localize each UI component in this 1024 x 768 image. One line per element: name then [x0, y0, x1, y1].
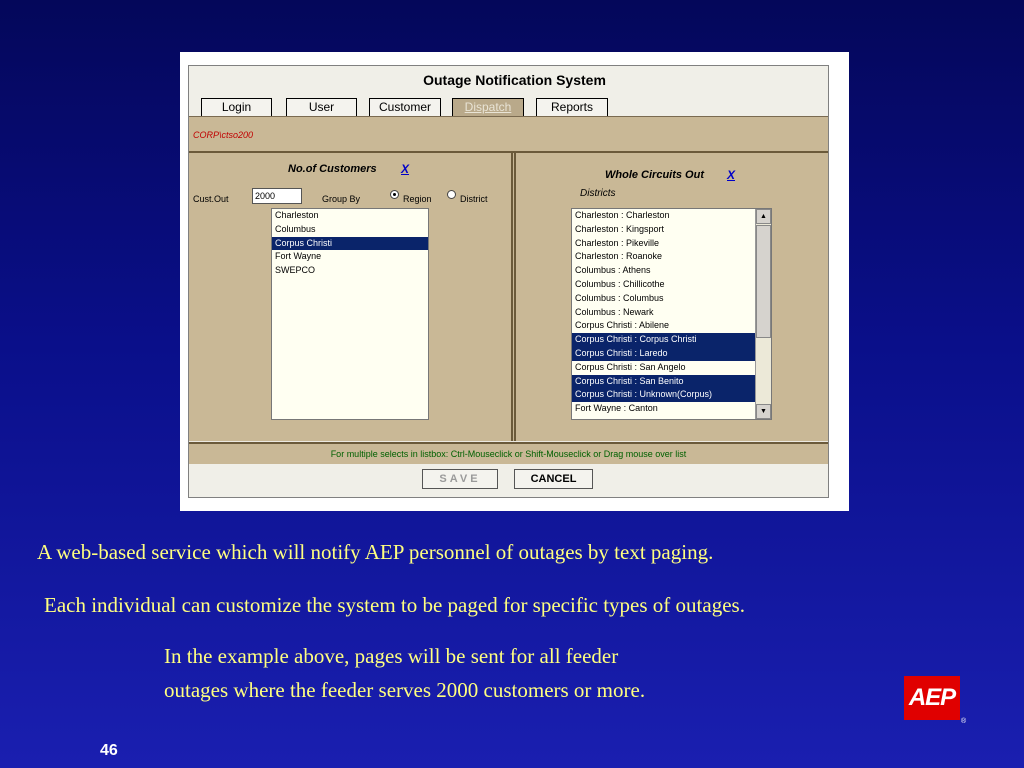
aep-logo: AEP [904, 676, 960, 720]
list-item[interactable]: Corpus Christi [272, 237, 428, 251]
list-item[interactable]: Columbus : Chillicothe [575, 278, 665, 289]
caption-line-3: In the example above, pages will be sent for all feeder [164, 644, 619, 668]
app-title: Outage Notification System [423, 72, 606, 88]
circuits-panel-title: Whole Circuits Out [605, 169, 704, 181]
tab-dispatch: Dispatch [452, 98, 524, 116]
region-radio-label: Region [403, 194, 432, 204]
circuits-panel [516, 153, 828, 441]
cust-out-input[interactable] [252, 188, 302, 204]
group-by-label: Group By [322, 194, 361, 204]
list-item[interactable]: Corpus Christi : Unknown(Corpus) [572, 388, 756, 402]
list-item[interactable]: Columbus [275, 223, 316, 234]
region-listbox[interactable] [271, 208, 429, 420]
tab-user[interactable]: User [286, 98, 357, 116]
list-item[interactable]: Charleston : Pikeville [575, 237, 660, 248]
list-item[interactable]: Columbus : Newark [575, 306, 654, 317]
tab-login[interactable]: Login [201, 98, 272, 116]
customers-panel-title: No.of Customers [288, 163, 377, 175]
save-button: SAVE [422, 469, 498, 489]
districts-label: Districts [580, 188, 616, 199]
list-item[interactable]: Corpus Christi : San Benito [572, 375, 756, 389]
app-window [188, 65, 829, 498]
registered-mark: ® [961, 718, 967, 725]
button-bar [189, 464, 828, 497]
list-item[interactable]: Corpus Christi : San Angelo [575, 361, 686, 372]
caption-line-2: Each individual can customize the system to be paged for specific types of outages. [44, 593, 745, 617]
list-item[interactable]: Charleston : Charleston [575, 210, 670, 220]
list-item[interactable]: SWEPCO [275, 265, 316, 276]
tab-customer[interactable]: Customer [369, 98, 441, 116]
caption-line-4: outages where the feeder serves 2000 customers or more. [164, 678, 646, 702]
list-item[interactable]: Charleston [275, 210, 319, 220]
scroll-down-icon[interactable]: ▼ [756, 404, 771, 419]
screenshot-frame [180, 52, 849, 511]
list-item[interactable]: Corpus Christi : Corpus Christi [572, 333, 756, 347]
clear-circuits-link[interactable]: X [727, 168, 736, 182]
customers-panel [189, 153, 511, 441]
districts-listbox[interactable] [571, 208, 772, 420]
cancel-button[interactable]: CANCEL [514, 469, 593, 489]
districts-scrollbar[interactable] [755, 209, 771, 419]
caption-line-1: A web-based service which will notify AEP personnel of outages by text paging. [37, 540, 714, 564]
clear-customers-link[interactable]: X [401, 162, 410, 176]
list-item[interactable]: Columbus : Athens [575, 265, 651, 276]
list-item[interactable]: Fort Wayne [275, 251, 322, 262]
tab-reports[interactable]: Reports [536, 98, 608, 116]
list-item[interactable]: Fort Wayne : Canton [575, 403, 658, 414]
list-item[interactable]: Charleston : Kingsport [575, 223, 665, 234]
district-radio[interactable] [447, 190, 456, 199]
app-header [189, 66, 828, 117]
district-radio-label: District [460, 194, 488, 204]
region-radio[interactable] [390, 190, 399, 199]
user-strip [189, 117, 828, 153]
list-item[interactable]: Charleston : Roanoke [575, 251, 663, 262]
scroll-up-icon[interactable]: ▲ [756, 209, 771, 224]
cust-out-label: Cust.Out [193, 194, 229, 204]
scroll-thumb[interactable] [756, 225, 771, 338]
help-text: For multiple selects in listbox: Ctrl-Mouseclick or Shift-Mouseclick or Drag mouse over list [189, 442, 828, 464]
list-item[interactable]: Corpus Christi : Abilene [575, 320, 670, 331]
slide-number: 46 [100, 742, 118, 759]
user-id: CORP\ctso200 [193, 130, 254, 140]
list-item[interactable]: Corpus Christi : Laredo [572, 347, 756, 361]
list-item[interactable]: Columbus : Columbus [575, 292, 664, 303]
